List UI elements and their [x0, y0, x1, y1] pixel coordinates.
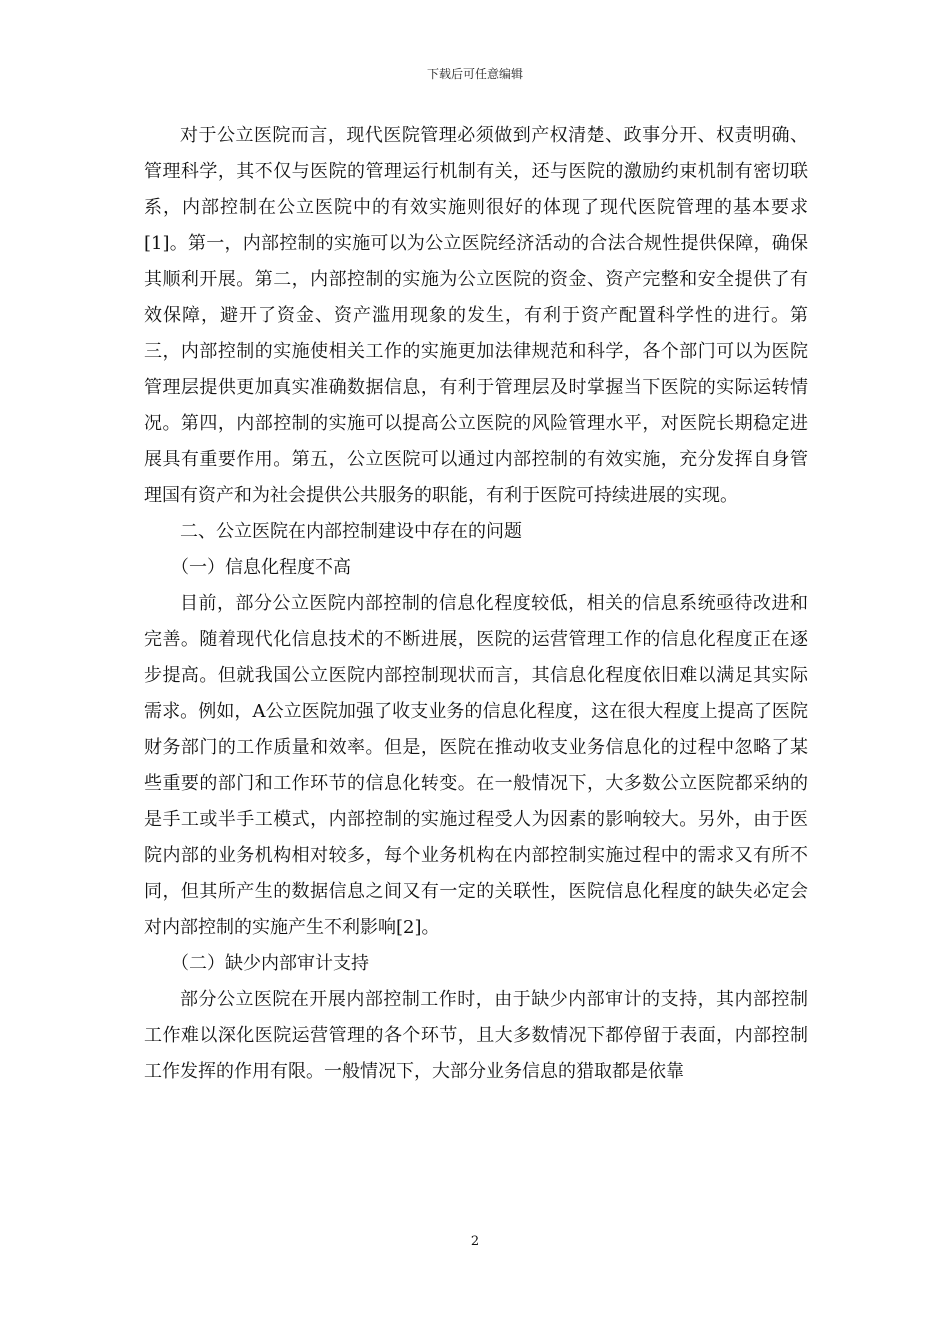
- paragraph-internal-audit: 部分公立医院在开展内部控制工作时，由于缺少内部审计的支持，其内部控制工作难以深化医院运营管理的各个环节，且大多数情况下都停留于表面，内部控制工作发挥的作用有限。一般情况下，大部分业务信息的猎取都是依靠: [144, 989, 808, 1082]
- page-header: 下载后可任意编辑: [426, 67, 523, 81]
- page-number: 2: [470, 1234, 480, 1249]
- document-body: [144, 118, 808, 1090]
- subheading-internal-audit: （二）缺少内部审计支持: [171, 953, 369, 974]
- subheading-informatization: （一）信息化程度不高: [171, 557, 351, 578]
- section-heading-problems: 二、公立医院在内部控制建设中存在的问题: [180, 521, 522, 542]
- paragraph-informatization: 目前，部分公立医院内部控制的信息化程度较低，相关的信息系统亟待改进和完善。随着现代化信息技术的不断进展，医院的运营管理工作的信息化程度正在逐步提高。但就我国公立医院内部控制现状而言，其信息化程度依旧难以满足其实际需求。例如，A公立医院加强了收支业务的信息化程度，这在很大程度上提高了医院财务部门的工作质量和效率。但是，医院在推动收支业务信息化的过程中忽略了某些重要的部门和工作环节的信息化转变。在一般情况下，大多数公立医院都采纳的是手工或半手工模式，内部控制的实施过程受人为因素的影响较大。另外，由于医院内部的业务机构相对较多，每个业务机构在内部控制实施过程中的需求又有所不同，但其所产生的数据信息之间又有一定的关联性，医院信息化程度的缺失必定会对内部控制的实施产生不利影响[2]。: [144, 593, 808, 938]
- paragraph-importance: 对于公立医院而言，现代医院管理必须做到产权清楚、政事分开、权责明确、管理科学，其不仅与医院的管理运行机制有关，还与医院的激励约束机制有密切联系，内部控制在公立医院中的有效实施则很好的体现了现代医院管理的基本要求[1]。第一，内部控制的实施可以为公立医院经济活动的合法合规性提供保障，确保其顺利开展。第二，内部控制的实施为公立医院的资金、资产完整和安全提供了有效保障，避开了资金、资产滥用现象的发生，有利于资产配置科学性的进行。第三，内部控制的实施使相关工作的实施更加法律规范和科学，各个部门可以为医院管理层提供更加真实准确数据信息，有利于管理层及时掌握当下医院的实际运转情况。第四，内部控制的实施可以提高公立医院的风险管理水平，对医院长期稳定进展具有重要作用。第五，公立医院可以通过内部控制的有效实施，充分发挥自身管理国有资产和为社会提供公共服务的职能，有利于医院可持续进展的实现。: [144, 125, 808, 506]
